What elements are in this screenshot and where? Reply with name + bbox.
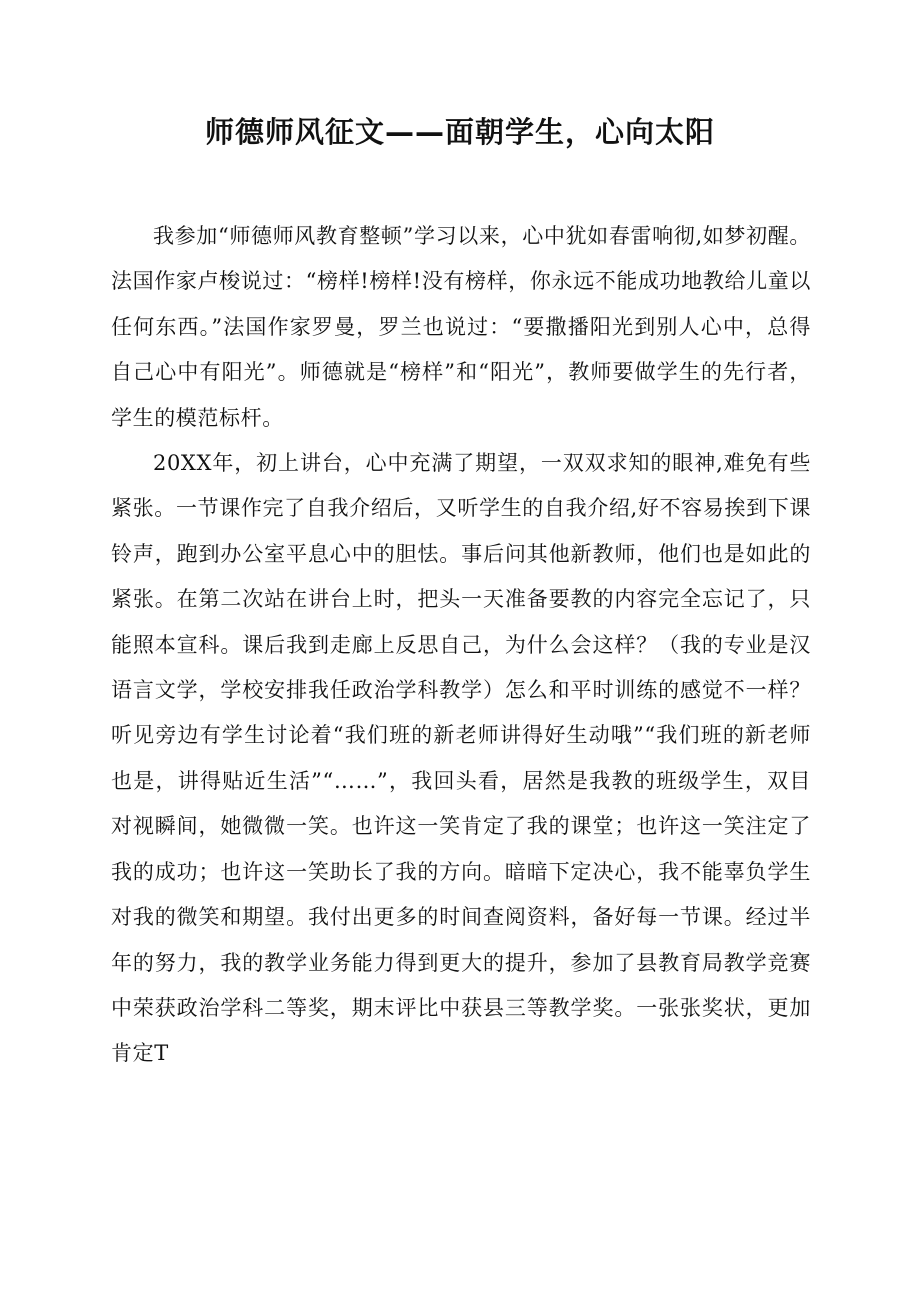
document-body (111, 214, 811, 1077)
document-title: 师德师风征文——面朝学生，心向太阳 (204, 115, 715, 149)
paragraph-2: 20XX年，初上讲台，心中充满了期望，一双双求知的眼神,难免有些紧张。一节课作完了自我介绍后，又听学生的自我介绍,好不容易挨到下课铃声，跑到办公室平息心中的胆怯。事后问其他新教师，他们也是如此的紧张。在第二次站在讲台上时，把头一天准备要教的内容完全忘记了，只能照本宣科。课后我到走廊上反思自己，为什么会这样？（我的专业是汉语言文学，学校安排我任政治学科教学）怎么和平时训练的感觉不一样？听见旁边有学生讨论着“我们班的新老师讲得好生动哦”“我们班的新老师也是，讲得贴近生活”“……”，我回头看，居然是我教的班级学生，双目对视瞬间，她微微一笑。也许这一笑肯定了我的课堂；也许这一笑注定了我的成功；也许这一笑助长了我的方向。暗暗下定决心，我不能辜负学生对我的微笑和期望。我付出更多的时间查阅资料，备好每一节课。经过半年的努力，我的教学业务能力得到更大的提升，参加了县教育局教学竞赛中荣获政治学科二等奖，期末评比中获县三等教学奖。一张张奖状，更加肯定T (111, 451, 811, 1066)
paragraph-1: 我参加“师德师风教育整顿”学习以来，心中犹如春雷响彻,如梦初醒。法国作家卢梭说过：“榜样!榜样!没有榜样，你永远不能成功地教给儿童以任何东西。”法国作家罗曼，罗兰也说过：“要撒播阳光到别人心中，总得自己心中有阳光”。师德就是“榜样”和“阳光”，教师要做学生的先行者，学生的模范标杆。 (111, 224, 811, 430)
